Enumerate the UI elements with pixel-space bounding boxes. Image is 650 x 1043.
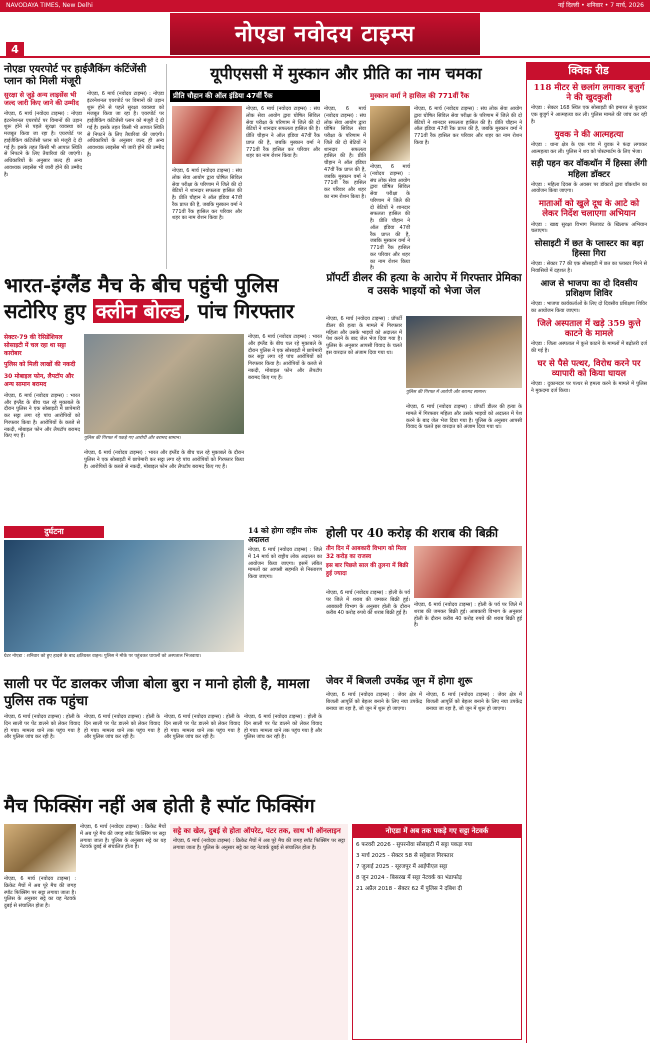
fixing-body-col2: नोएडा, 6 मार्च (नवोदय टाइम्स) : क्रिकेट मैचों में अब पूरे मैच की जगह स्पॉट फिक्सिंग पर सट्टा लगाया जाता है। पुलिस के अनुसार सट्टे का यह नेटवर्क दुबई से संचालित होता है। bbox=[80, 824, 166, 851]
cricket-bullet: पुलिस को मिली लाखों की नकदी bbox=[4, 361, 76, 369]
lok-adalat-headline: 14 को होगा राष्ट्रीय लोक अदालत bbox=[248, 526, 318, 544]
property-body-col2: नोएडा, 6 मार्च (नवोदय टाइम्स) : प्रॉपर्टी डीलर की हत्या के मामले में गिरफ्तार महिला और उसके भाइयों को अदालत में पेश करने के बाद जेल भेज दिया गया है। पुलिस के अनुसार आपसी विवाद के चलते इस वारदात को अंजाम दिया गया था। bbox=[406, 404, 522, 431]
fixing-subhead-box bbox=[170, 824, 348, 1040]
jewar-body-col2: नोएडा, 6 मार्च (नवोदय टाइम्स) : जेवर क्षेत्र में बिजली आपूर्ति को बेहतर बनाने के लिए नया उपकेंद्र बनाया जा रहा है, जो जून में शुरू हो जाएगा। bbox=[426, 692, 522, 712]
cricket-headline-line1: भारत-इंग्लैंड मैच के बीच पहुंची पुलिस bbox=[4, 273, 279, 297]
accident-label: दुर्घटना bbox=[4, 526, 104, 538]
upsc-body-col3: नोएडा, 6 मार्च (नवोदय टाइम्स) : संघ लोक सेवा आयोग द्वारा घोषित सिविल सेवा परीक्षा के परिणाम में जिले की दो बेटियों ने शानदार सफलता हासिल की है। प्रीति चौहान ने ऑल इंडिया 47वीं रैंक प्राप्त की है, जबकि मुस्कान वर्मा ने 771वीं रैंक हासिल कर परिवार और शहर का नाम रोशन किया है। bbox=[414, 106, 522, 146]
upsc-subhead-right: मुस्कान वर्मा ने हासिल की 771वीं रैंक bbox=[370, 92, 469, 100]
airport-story bbox=[4, 64, 164, 274]
sidebar-headline: माताओं को खुले दूध के आटे को लेकर निर्देश चलाएगा अभियान bbox=[538, 199, 640, 220]
sidebar-headline: आज से भाजपा का दो दिवसीय प्रशिक्षण शिविर bbox=[540, 278, 638, 300]
airport-body-continued: नोएडा, 6 मार्च (नवोदय टाइम्स) : नोएडा इंटरनेशनल एयरपोर्ट पर विमानों की उड़ान शुरू होने से पहले सुरक्षा व्यवस्था को मजबूत किया जा रहा है। एयरपोर्ट पर हाईजैकिंग कंटिंजेंसी प्लान को मंजूरी दे दी गई है। इसके तहत किसी भी आपात स्थिति से निपटने के लिए तैयारियां की जाएंगी। अधिकारियों के अनुसार जल्द ही अन्य आवश्यक लाइसेंस भी जारी होने की उम्मीद है। bbox=[87, 91, 164, 158]
liquor-body-col1: नोएडा, 6 मार्च (नवोदय टाइम्स) : होली के पर्व पर जिले में शराब की जमकर बिक्री हुई। आबकारी विभाग के अनुसार होली के दौरान करीब 40 करोड़ रुपये की शराब बिक्री हुई है। bbox=[326, 590, 410, 617]
cricket-bullet: 30 मोबाइल फोन, लैपटॉप और अन्य सामान बरामद bbox=[4, 373, 74, 388]
edition-label: NAVODAYA TIMES, New Delhi bbox=[6, 2, 93, 9]
paint-body-col1: नोएडा, 6 मार्च (नवोदय टाइम्स) : होली के दिन साली पर पेंट डालने को लेकर विवाद हो गया। मामला थाने तक पहुंच गया है और पुलिस जांच कर रही है। bbox=[4, 714, 80, 741]
sidebar-headline: घर से पैसे पत्थर, विरोध करने पर व्यापारी को किया घायल bbox=[537, 358, 641, 379]
network-item: 6 फरवरी 2026 - सुपरनोवा सोसाइटी में सट्टा पकड़ा गया bbox=[356, 842, 473, 848]
liquor-body-col2: नोएडा, 6 मार्च (नवोदय टाइम्स) : होली के पर्व पर जिले में शराब की जमकर बिक्री हुई। आबकारी विभाग के अनुसार होली के दौरान करीब 40 करोड़ रुपये की शराब बिक्री हुई है। bbox=[414, 602, 522, 629]
upsc-subhead-left: प्रीति चौहान की ऑल इंडिया 47वीं रैंक bbox=[170, 90, 320, 102]
accident-photo bbox=[4, 540, 244, 652]
liquor-bullet: इस बार पिछले साल की तुलना में बिक्री हुई ज्यादा bbox=[326, 563, 409, 577]
column-divider bbox=[166, 64, 167, 269]
cricket-body: नोएडा, 6 मार्च (नवोदय टाइम्स) : भारत और इंग्लैंड के बीच चल रहे मुकाबले के दौरान पुलिस ने एक सोसाइटी में छापेमारी कर सट्टा लगा रहे पांच आरोपियों को गिरफ्तार किया है। आरोपियों के कब्जे से नकदी, मोबाइल फोन और लैपटॉप बरामद किए गए हैं। bbox=[4, 392, 80, 440]
upsc-body-col2: नोएडा, 6 मार्च (नवोदय टाइम्स) : संघ लोक सेवा आयोग द्वारा घोषित सिविल सेवा परीक्षा के परिणाम में जिले की दो बेटियों ने शानदार सफलता हासिल की है। प्रीति चौहान ने ऑल इंडिया 47वीं रैंक प्राप्त की है, जबकि मुस्कान वर्मा ने 771वीं रैंक हासिल कर परिवार और शहर का नाम रोशन किया है। bbox=[324, 106, 366, 200]
preeti-photo bbox=[172, 106, 242, 164]
paint-body-col4: नोएडा, 6 मार्च (नवोदय टाइम्स) : होली के दिन साली पर पेंट डालने को लेकर विवाद हो गया। मामला थाने तक पहुंच गया है और पुलिस जांच कर रही है। bbox=[244, 714, 322, 741]
liquor-story bbox=[326, 526, 522, 674]
sidebar-body: नोएडा : जिला अस्पताल में कुत्ते काटने के मामलों में बढ़ोतरी दर्ज की गई है। bbox=[531, 341, 647, 354]
liquor-bullets bbox=[326, 546, 410, 586]
lok-adalat-body: नोएडा, 6 मार्च (नवोदय टाइम्स) : जिले में 14 मार्च को राष्ट्रीय लोक अदालत का आयोजन किया जाएगा। इसमें लंबित मामलों का आपसी सहमति से निस्तारण किया जाएगा। bbox=[248, 547, 322, 580]
cricket-headline-line2a: सटोरिए हुए bbox=[4, 299, 93, 323]
cricket-body-2: नोएडा, 6 मार्च (नवोदय टाइम्स) : भारत और इंग्लैंड के बीच चल रहे मुकाबले के दौरान पुलिस ने एक सोसाइटी में छापेमारी कर सट्टा लगा रहे पांच आरोपियों को गिरफ्तार किया है। आरोपियों के कब्जे से नकदी, मोबाइल फोन और लैपटॉप बरामद किए गए हैं। bbox=[84, 450, 244, 470]
sidebar-headline: सोसाइटी में छत के प्लास्टर का बड़ा हिस्सा गिरा bbox=[534, 239, 644, 260]
airport-headline: नोएडा एयरपोर्ट पर हाईजैकिंग कंटिंजेंसी प्लान को मिली मंजूरी bbox=[4, 64, 147, 87]
sidebar-body: नोएडा : सेक्टर 168 स्थित एक सोसाइटी की इमारत से कूदकर एक बुजुर्ग ने आत्महत्या कर ली। पुलिस मामले की जांच कर रही है। bbox=[531, 105, 647, 125]
jewar-body-col1: नोएडा, 6 मार्च (नवोदय टाइम्स) : जेवर क्षेत्र में बिजली आपूर्ति को बेहतर बनाने के लिए नया उपकेंद्र बनाया जा रहा है, जो जून में शुरू हो जाएगा। bbox=[326, 692, 422, 712]
cricket-bullets bbox=[4, 334, 80, 524]
property-photo bbox=[406, 316, 522, 388]
paint-headline: साली पर पेंट डालकर जीजा बोला बुरा न मानो होली है, मामला पुलिस तक पहुंचा bbox=[4, 676, 310, 709]
jewar-story bbox=[326, 676, 522, 786]
network-item: 8 जून 2024 - बिसरख में सट्टा नेटवर्क का भंडाफोड़ bbox=[356, 875, 462, 882]
cricket-headline-line2c: , पांच गिरफ्तार bbox=[183, 299, 295, 323]
property-body-col1: नोएडा, 6 मार्च (नवोदय टाइम्स) : प्रॉपर्टी डीलर की हत्या के मामले में गिरफ्तार महिला और उसके भाइयों को अदालत में पेश करने के बाद जेल भेज दिया गया है। पुलिस के अनुसार आपसी विवाद के चलते इस वारदात को अंजाम दिया गया था। bbox=[326, 316, 402, 356]
sidebar-body: नोएडा : खाद्य सुरक्षा विभाग मिलावट के खिलाफ अभियान चलाएगा। bbox=[531, 221, 647, 235]
upsc-headline: यूपीएससी में मुस्कान और प्रीति का नाम चमका bbox=[210, 64, 482, 83]
network-item: 7 जुलाई 2025 - सूरजपुर में आईपीएल सट्टा bbox=[356, 864, 448, 871]
jewar-headline: जेवर में बिजली उपकेंद्र जून में होगा शुरू bbox=[326, 676, 473, 687]
date-label: नई दिल्ली • शनिवार • 7 मार्च, 2026 bbox=[557, 2, 644, 9]
newspaper-title: नोएडा नवोदय टाइम्स bbox=[170, 13, 480, 55]
upsc-story bbox=[170, 64, 522, 272]
fixing-headline-block bbox=[4, 792, 522, 820]
fixing-headline: मैच फिक्सिंग नहीं अब होती है स्पॉट फिक्सिंग bbox=[4, 795, 315, 817]
network-tag: नोएडा में अब तक पकड़े गए सट्टा नेटवर्क bbox=[353, 825, 521, 838]
paint-story bbox=[4, 676, 322, 786]
muskan-photo bbox=[370, 106, 410, 161]
sidebar-body: नोएडा : दुकानदार पर पत्थर से हमला करने के मामले में पुलिस ने मुकदमा दर्ज किया। bbox=[531, 381, 647, 394]
page-number: 4 bbox=[6, 42, 24, 58]
cricket-caption: पुलिस की गिरफ्त में पकड़े गए आरोपी और बरामद सामान। bbox=[84, 436, 181, 441]
sidebar-body: नोएडा : सेक्टर 77 की एक सोसाइटी में छत का प्लास्टर गिरने से निवासियों में दहशत है। bbox=[531, 261, 647, 275]
lok-adalat-story bbox=[248, 526, 322, 652]
airport-body: नोएडा, 6 मार्च (नवोदय टाइम्स) : नोएडा इंटरनेशनल एयरपोर्ट पर विमानों की उड़ान शुरू होने से पहले सुरक्षा व्यवस्था को मजबूत किया जा रहा है। एयरपोर्ट पर हाईजैकिंग कंटिंजेंसी प्लान को मंजूरी दे दी गई है। इसके तहत किसी भी आपात स्थिति से निपटने के लिए तैयारियां की जाएंगी। अधिकारियों के अनुसार जल्द ही अन्य आवश्यक लाइसेंस भी जारी होने की उम्मीद है। bbox=[4, 110, 82, 178]
property-story bbox=[326, 272, 522, 522]
property-headline: प्रॉपर्टी डीलर की हत्या के आरोप में गिरफ्तार प्रेमिका व उसके भाइयों को भेजा जेल bbox=[326, 272, 522, 297]
fixing-subhead: सट्टे का खेल, दुबई से होता ऑपरेट, पंटर तक, साथ भी ऑनलाइन bbox=[173, 827, 341, 835]
quick-read-title: क्विक रीड bbox=[527, 62, 650, 80]
sidebar-headline: जिले अस्पताल में खड़े 359 कुत्ते काटने के मामले bbox=[537, 318, 641, 339]
network-item: 21 अप्रैल 2018 - सेक्टर 62 में पुलिस ने दबिश दी bbox=[356, 886, 462, 893]
upsc-body-col1: नोएडा, 6 मार्च (नवोदय टाइम्स) : संघ लोक सेवा आयोग द्वारा घोषित सिविल सेवा परीक्षा के परिणाम में जिले की दो बेटियों ने शानदार सफलता हासिल की है। प्रीति चौहान ने ऑल इंडिया 47वीं रैंक प्राप्त की है, जबकि मुस्कान वर्मा ने 771वीं रैंक हासिल कर परिवार और शहर का नाम रोशन किया है। bbox=[246, 106, 320, 160]
fixing-photo bbox=[4, 824, 76, 872]
property-caption: पुलिस की गिरफ्त में आरोपी और बरामद सामान। bbox=[406, 390, 486, 395]
fixing-subhead-body: नोएडा, 6 मार्च (नवोदय टाइम्स) : क्रिकेट मैचों में अब पूरे मैच की जगह स्पॉट फिक्सिंग पर सट्टा लगाया जाता है। पुलिस के अनुसार सट्टे का यह नेटवर्क दुबई से संचालित होता है। bbox=[173, 838, 345, 852]
paint-body-col3: नोएडा, 6 मार्च (नवोदय टाइम्स) : होली के दिन साली पर पेंट डालने को लेकर विवाद हो गया। मामला थाने तक पहुंच गया है और पुलिस जांच कर रही है। bbox=[164, 714, 240, 741]
cricket-bullet: सेक्टर-79 की रेसिडेंशियल सोसाइटी में चल रहा था सट्टा कारोबार bbox=[4, 334, 66, 357]
sidebar-headline: सड़ी पहन कर वॉकथॉन में हिस्सा लेंगी महिला डॉक्टर bbox=[531, 159, 648, 180]
liquor-bullet: तीन दिन में आबकारी विभाग को मिला 32 करोड़ का राजस्व bbox=[326, 546, 407, 560]
sidebar-body: नोएडा : थाना क्षेत्र के एक गांव में युवक ने फंदा लगाकर आत्महत्या कर ली। पुलिस ने शव को पोस्टमार्टम के लिए भेजा। bbox=[531, 141, 647, 155]
sidebar-body: नोएडा : भाजपा कार्यकर्ताओं के लिए दो दिवसीय प्रशिक्षण शिविर का आयोजन किया जाएगा। bbox=[531, 301, 647, 315]
clean-bowled-highlight: क्लीन बोल्ड bbox=[93, 299, 184, 323]
accident-caption: ग्रेटर नोएडा : शनिवार को हुए हादसे के बाद क्षतिग्रस्त वाहन। पुलिस ने मौके पर पहुंचकर घायलों को अस्पताल भिजवाया। bbox=[4, 654, 202, 659]
fixing-body-col1: नोएडा, 6 मार्च (नवोदय टाइम्स) : क्रिकेट मैचों में अब पूरे मैच की जगह स्पॉट फिक्सिंग पर सट्टा लगाया जाता है। पुलिस के अनुसार सट्टे का यह नेटवर्क दुबई से संचालित होता है। bbox=[4, 876, 76, 909]
upsc-body-col0: नोएडा, 6 मार्च (नवोदय टाइम्स) : संघ लोक सेवा आयोग द्वारा घोषित सिविल सेवा परीक्षा के परिणाम में जिले की दो बेटियों ने शानदार सफलता हासिल की है। प्रीति चौहान ने ऑल इंडिया 47वीं रैंक प्राप्त की है, जबकि मुस्कान वर्मा ने 771वीं रैंक हासिल कर परिवार और शहर का नाम रोशन किया है। bbox=[172, 168, 242, 222]
network-box bbox=[352, 824, 522, 1040]
cricket-photo bbox=[84, 334, 244, 434]
cricket-body-3: नोएडा, 6 मार्च (नवोदय टाइम्स) : भारत और इंग्लैंड के बीच चल रहे मुकाबले के दौरान पुलिस ने एक सोसाइटी में छापेमारी कर सट्टा लगा रहे पांच आरोपियों को गिरफ्तार किया है। आरोपियों के कब्जे से नकदी, मोबाइल फोन और लैपटॉप बरामद किए गए हैं। bbox=[248, 334, 322, 381]
liquor-headline: होली पर 40 करोड़ की शराब की बिक्री bbox=[326, 526, 499, 540]
liquor-photo bbox=[414, 546, 522, 598]
sidebar-headline: 118 मीटर से छलांग लगाकर बुजुर्ग ने की खुदकुशी bbox=[533, 83, 645, 104]
upsc-body-col4: नोएडा, 6 मार्च (नवोदय टाइम्स) : संघ लोक सेवा आयोग द्वारा घोषित सिविल सेवा परीक्षा के परिणाम में जिले की दो बेटियों ने शानदार सफलता हासिल की है। प्रीति चौहान ने ऑल इंडिया 47वीं रैंक प्राप्त की है, जबकि मुस्कान वर्मा ने 771वीं रैंक हासिल कर परिवार और शहर का नाम रोशन किया है। bbox=[370, 164, 410, 272]
masthead-strip bbox=[0, 0, 650, 12]
sidebar-body: नोएडा : महिला दिवस के अवसर पर डॉक्टरों द्वारा वॉकथॉन का आयोजन किया जाएगा। bbox=[531, 181, 647, 195]
paint-body-col2: नोएडा, 6 मार्च (नवोदय टाइम्स) : होली के दिन साली पर पेंट डालने को लेकर विवाद हो गया। मामला थाने तक पहुंच गया है और पुलिस जांच कर रही है। bbox=[84, 714, 160, 741]
quick-read-sidebar bbox=[526, 62, 650, 1043]
network-item: 3 मार्च 2025 - सेक्टर 58 से सट्टेबाज गिरफ्तार bbox=[356, 853, 454, 860]
airport-bullet: सुरक्षा से जुड़े अन्य लाइसेंस भी जल्द जारी किए जाने की उम्मीद bbox=[4, 91, 79, 108]
sidebar-headline: युवक ने की आत्महत्या bbox=[554, 129, 624, 140]
cricket-headline-block bbox=[4, 272, 322, 328]
